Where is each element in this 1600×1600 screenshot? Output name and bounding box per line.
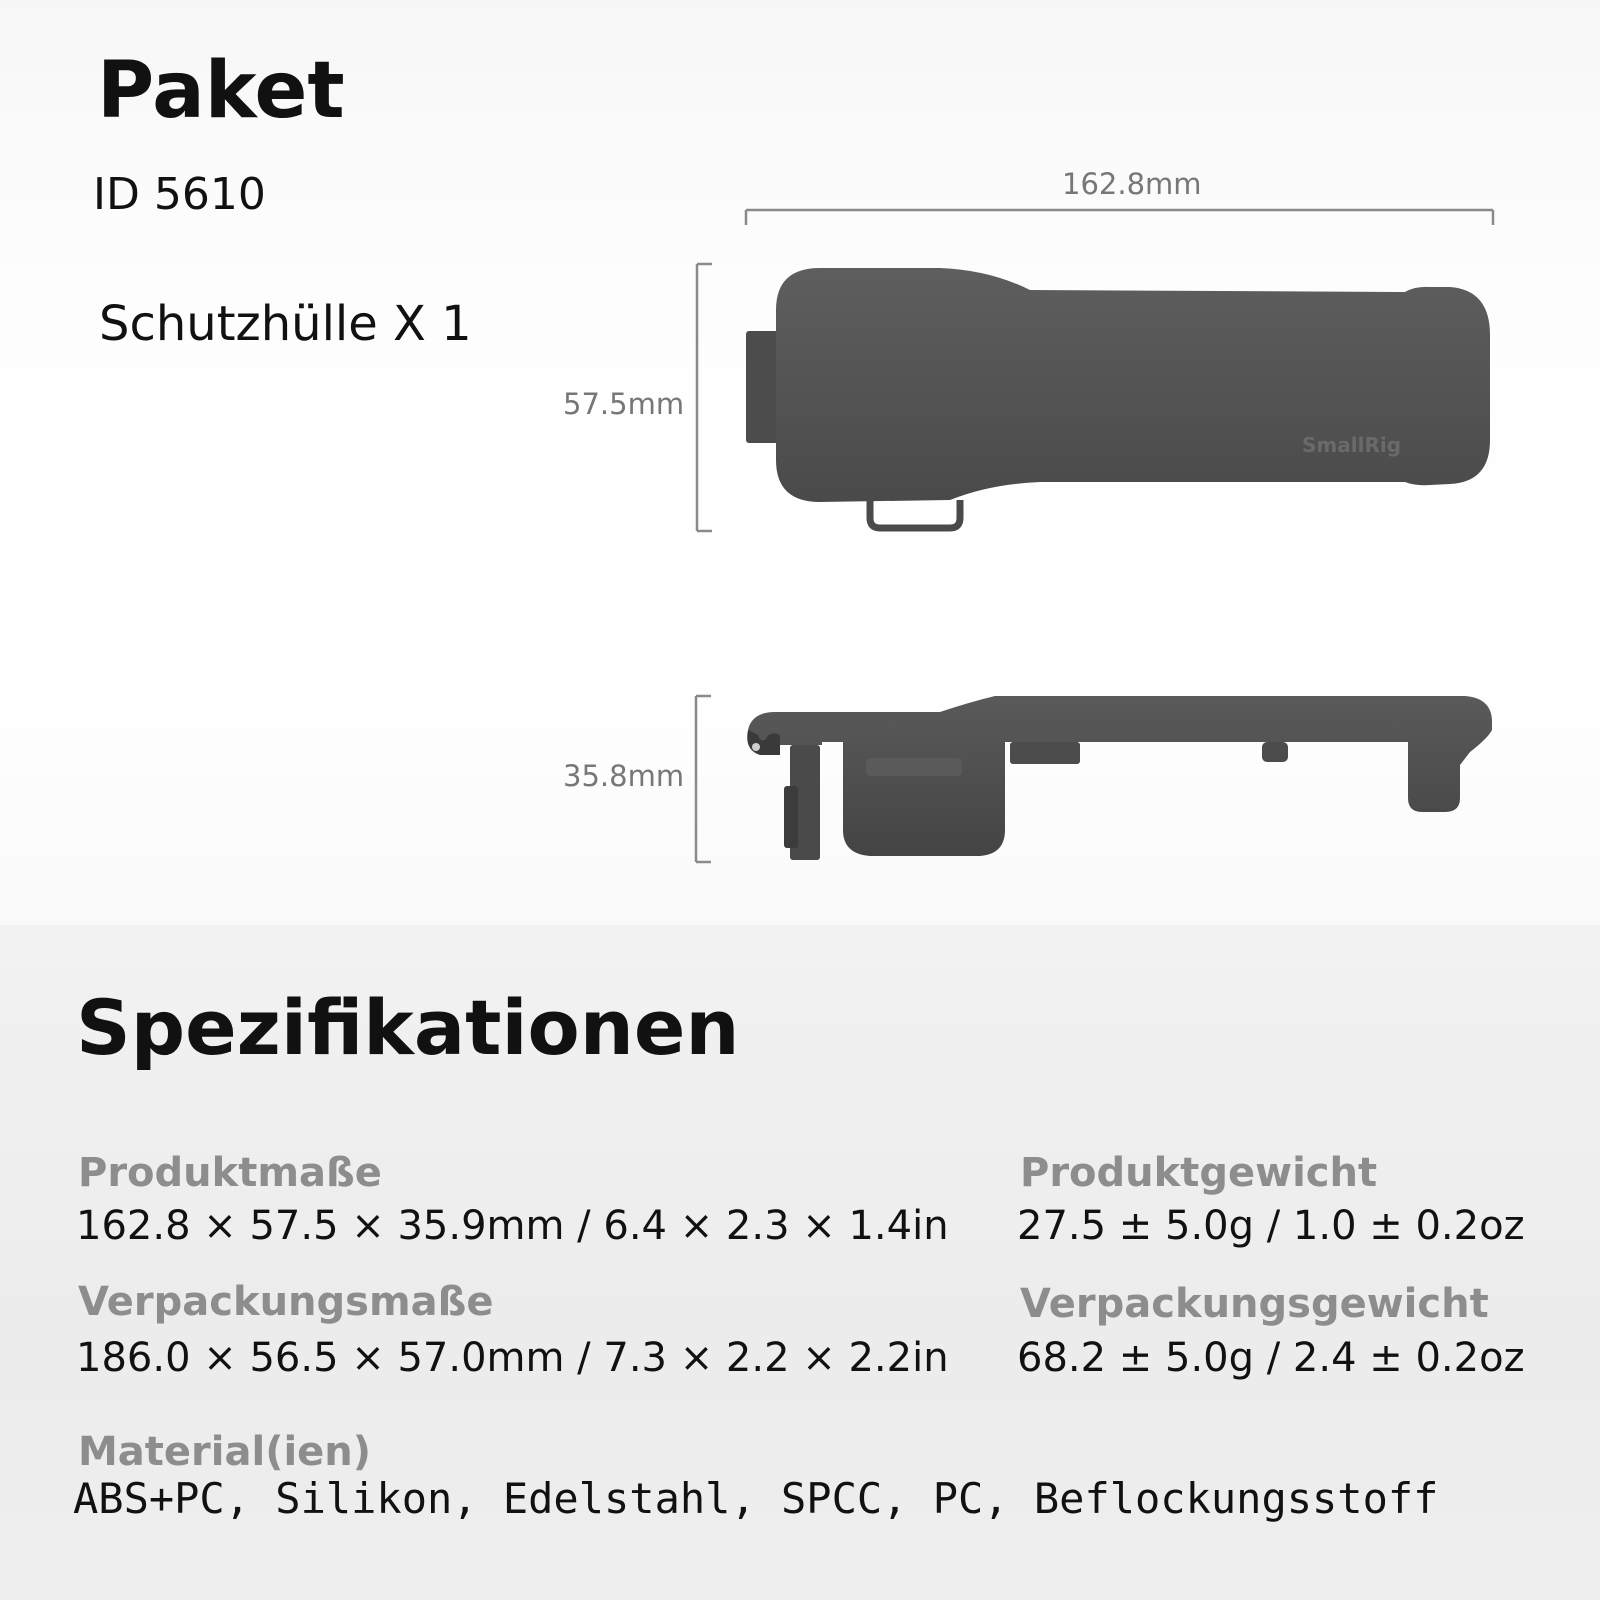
height-dimension-line	[697, 264, 712, 531]
length-dimension-line	[746, 210, 1493, 225]
material-value: ABS+PC, Silikon, Edelstahl, SPCC, PC, Beflockungsstoff	[73, 1474, 1439, 1523]
product-dimensions-value: 162.8 × 57.5 × 35.9mm / 6.4 × 2.3 × 1.4in	[76, 1203, 949, 1249]
depth-dimension-line	[696, 696, 711, 862]
height-dimension-label: 57.5mm	[563, 387, 685, 421]
product-weight-label: Produktgewicht	[1020, 1150, 1378, 1196]
package-weight-value: 68.2 ± 5.0g / 2.4 ± 0.2oz	[1017, 1335, 1525, 1381]
brand-logo-icon: SmallRig	[1302, 433, 1402, 457]
case-side-view	[747, 696, 1492, 860]
package-weight-label: Verpackungsgewicht	[1020, 1281, 1489, 1327]
depth-dimension-label: 35.8mm	[563, 759, 685, 793]
material-label: Material(ien)	[78, 1429, 372, 1475]
specifications-title: Spezifikationen	[76, 983, 740, 1072]
product-dimensions-label: Produktmaße	[78, 1150, 382, 1196]
length-dimension-label: 162.8mm	[1062, 167, 1202, 201]
package-dimensions-value: 186.0 × 56.5 × 57.0mm / 7.3 × 2.2 × 2.2in	[76, 1335, 949, 1381]
package-dimensions-label: Verpackungsmaße	[78, 1279, 494, 1325]
product-id: ID 5610	[93, 169, 266, 220]
package-content-item: Schutzhülle X 1	[99, 296, 472, 352]
package-title: Paket	[97, 46, 345, 136]
case-top-view	[746, 268, 1490, 528]
product-weight-value: 27.5 ± 5.0g / 1.0 ± 0.2oz	[1017, 1203, 1525, 1249]
